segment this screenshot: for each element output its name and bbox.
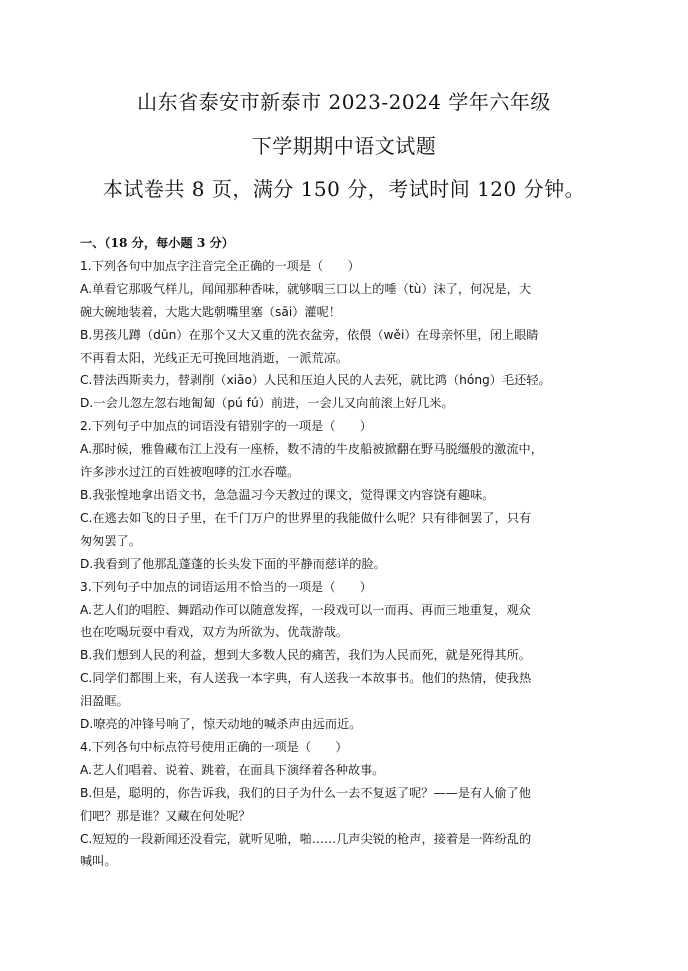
question-4-option-c-cont: 喊叫。	[80, 854, 117, 869]
question-4-stem: 4.下列各句中标点符号使用正确的一项是（ ）	[80, 739, 348, 754]
question-2-option-c: C.在逃去如飞的日子里，在千门万户的世界里的我能做什么呢？只有徘徊罢了，只有	[80, 510, 532, 525]
question-1-option-b: B.男孩儿蹲（dūn）在那个又大又重的洗衣盆旁，依偎（wěi）在母亲怀里，闭上眼睛	[80, 327, 539, 342]
question-3-option-c-cont: 泪盈眶。	[80, 694, 129, 709]
question-3-stem: 3.下列句子中加点的词语运用不恰当的一项是（ ）	[80, 579, 372, 594]
question-2-option-d: D.我看到了他那乱蓬蓬的长头发下面的平静而慈详的脸。	[80, 556, 386, 571]
section-heading: 一、（18 分，每小题 3 分）	[80, 236, 234, 250]
question-3-option-c: C.同学们都围上来，有人送我一本字典，有人送我一本故事书。他们的热情，使我热	[80, 671, 532, 686]
question-1-option-a: A.单看它那吸气样儿，闻闻那种香味，就够咽三口以上的唾（tù）沫了，何况是，大	[80, 281, 532, 296]
document-title-line2: 下学期期中语文试题	[251, 134, 437, 158]
question-1-option-a-cont: 碗大碗地装着，大匙大匙朝嘴里塞（sāi）灌呢！	[80, 304, 341, 319]
question-2-option-c-cont: 匆匆罢了。	[80, 533, 141, 548]
question-body	[80, 232, 620, 873]
document-title-line1: 山东省泰安市新泰市 2023-2024 学年六年级	[137, 90, 551, 114]
question-2-option-a-cont: 许多涉水过江的百姓被咆哮的江水吞噬。	[80, 465, 300, 480]
question-2-option-a: A.那时候，雅鲁藏布江上没有一座桥，数不清的牛皮船被掀翻在野马脱缰般的激流中，	[80, 442, 543, 457]
question-2-stem: 2.下列句子中加点的词语没有错别字的一项是（ ）	[80, 419, 372, 434]
question-3-option-a-cont: 也在吃喝玩耍中看戏，双方为所欲为、优哉游哉。	[80, 625, 349, 640]
question-2-option-b: B.我张惶地拿出语文书，急急温习今天教过的课文，觉得课文内容饶有趣味。	[80, 487, 495, 502]
question-3-option-b: B.我们想到人民的利益，想到大多数人民的痛苦，我们为人民而死，就是死得其所。	[80, 648, 531, 663]
question-1-stem: 1.下列各句中加点字注音完全正确的一项是（ ）	[80, 258, 360, 273]
question-1-option-b-cont: 不再看太阳，光线正无可挽回地消逝，一派荒凉。	[80, 350, 349, 365]
question-3-option-a: A.艺人们的唱腔、舞蹈动作可以随意发挥，一段戏可以一而再、再而三地重复，观众	[80, 602, 531, 617]
question-1-option-d: D.一会儿忽左忽右地匍匐（pú fú）前进，一会儿又向前滚上好几米。	[80, 396, 454, 411]
question-1-option-c: C.替法西斯卖力，替剥削（xiāo）人民和压迫人民的人去死，就比鸿（hóng）毛还轻。	[80, 373, 551, 388]
question-4-option-b: B.但是，聪明的，你告诉我，我们的日子为什么一去不复返了呢？——是有人偷了他	[80, 785, 531, 800]
question-4-option-b-cont: 们吧？那是谁？又藏在何处呢？	[80, 808, 251, 823]
question-3-option-d: D.嘹亮的冲锋号响了，惊天动地的喊杀声由远而近。	[80, 717, 362, 732]
document-subtitle: 本试卷共 8 页，满分 150 分，考试时间 120 分钟。	[102, 177, 586, 201]
question-4-option-a: A.艺人们唱着、说着、跳着，在面具下演绎着各种故事。	[80, 762, 385, 777]
question-4-option-c: C.短短的一段新闻还没看完，就听见啪，啪……几声尖锐的枪声，接着是一阵纷乱的	[80, 831, 532, 846]
